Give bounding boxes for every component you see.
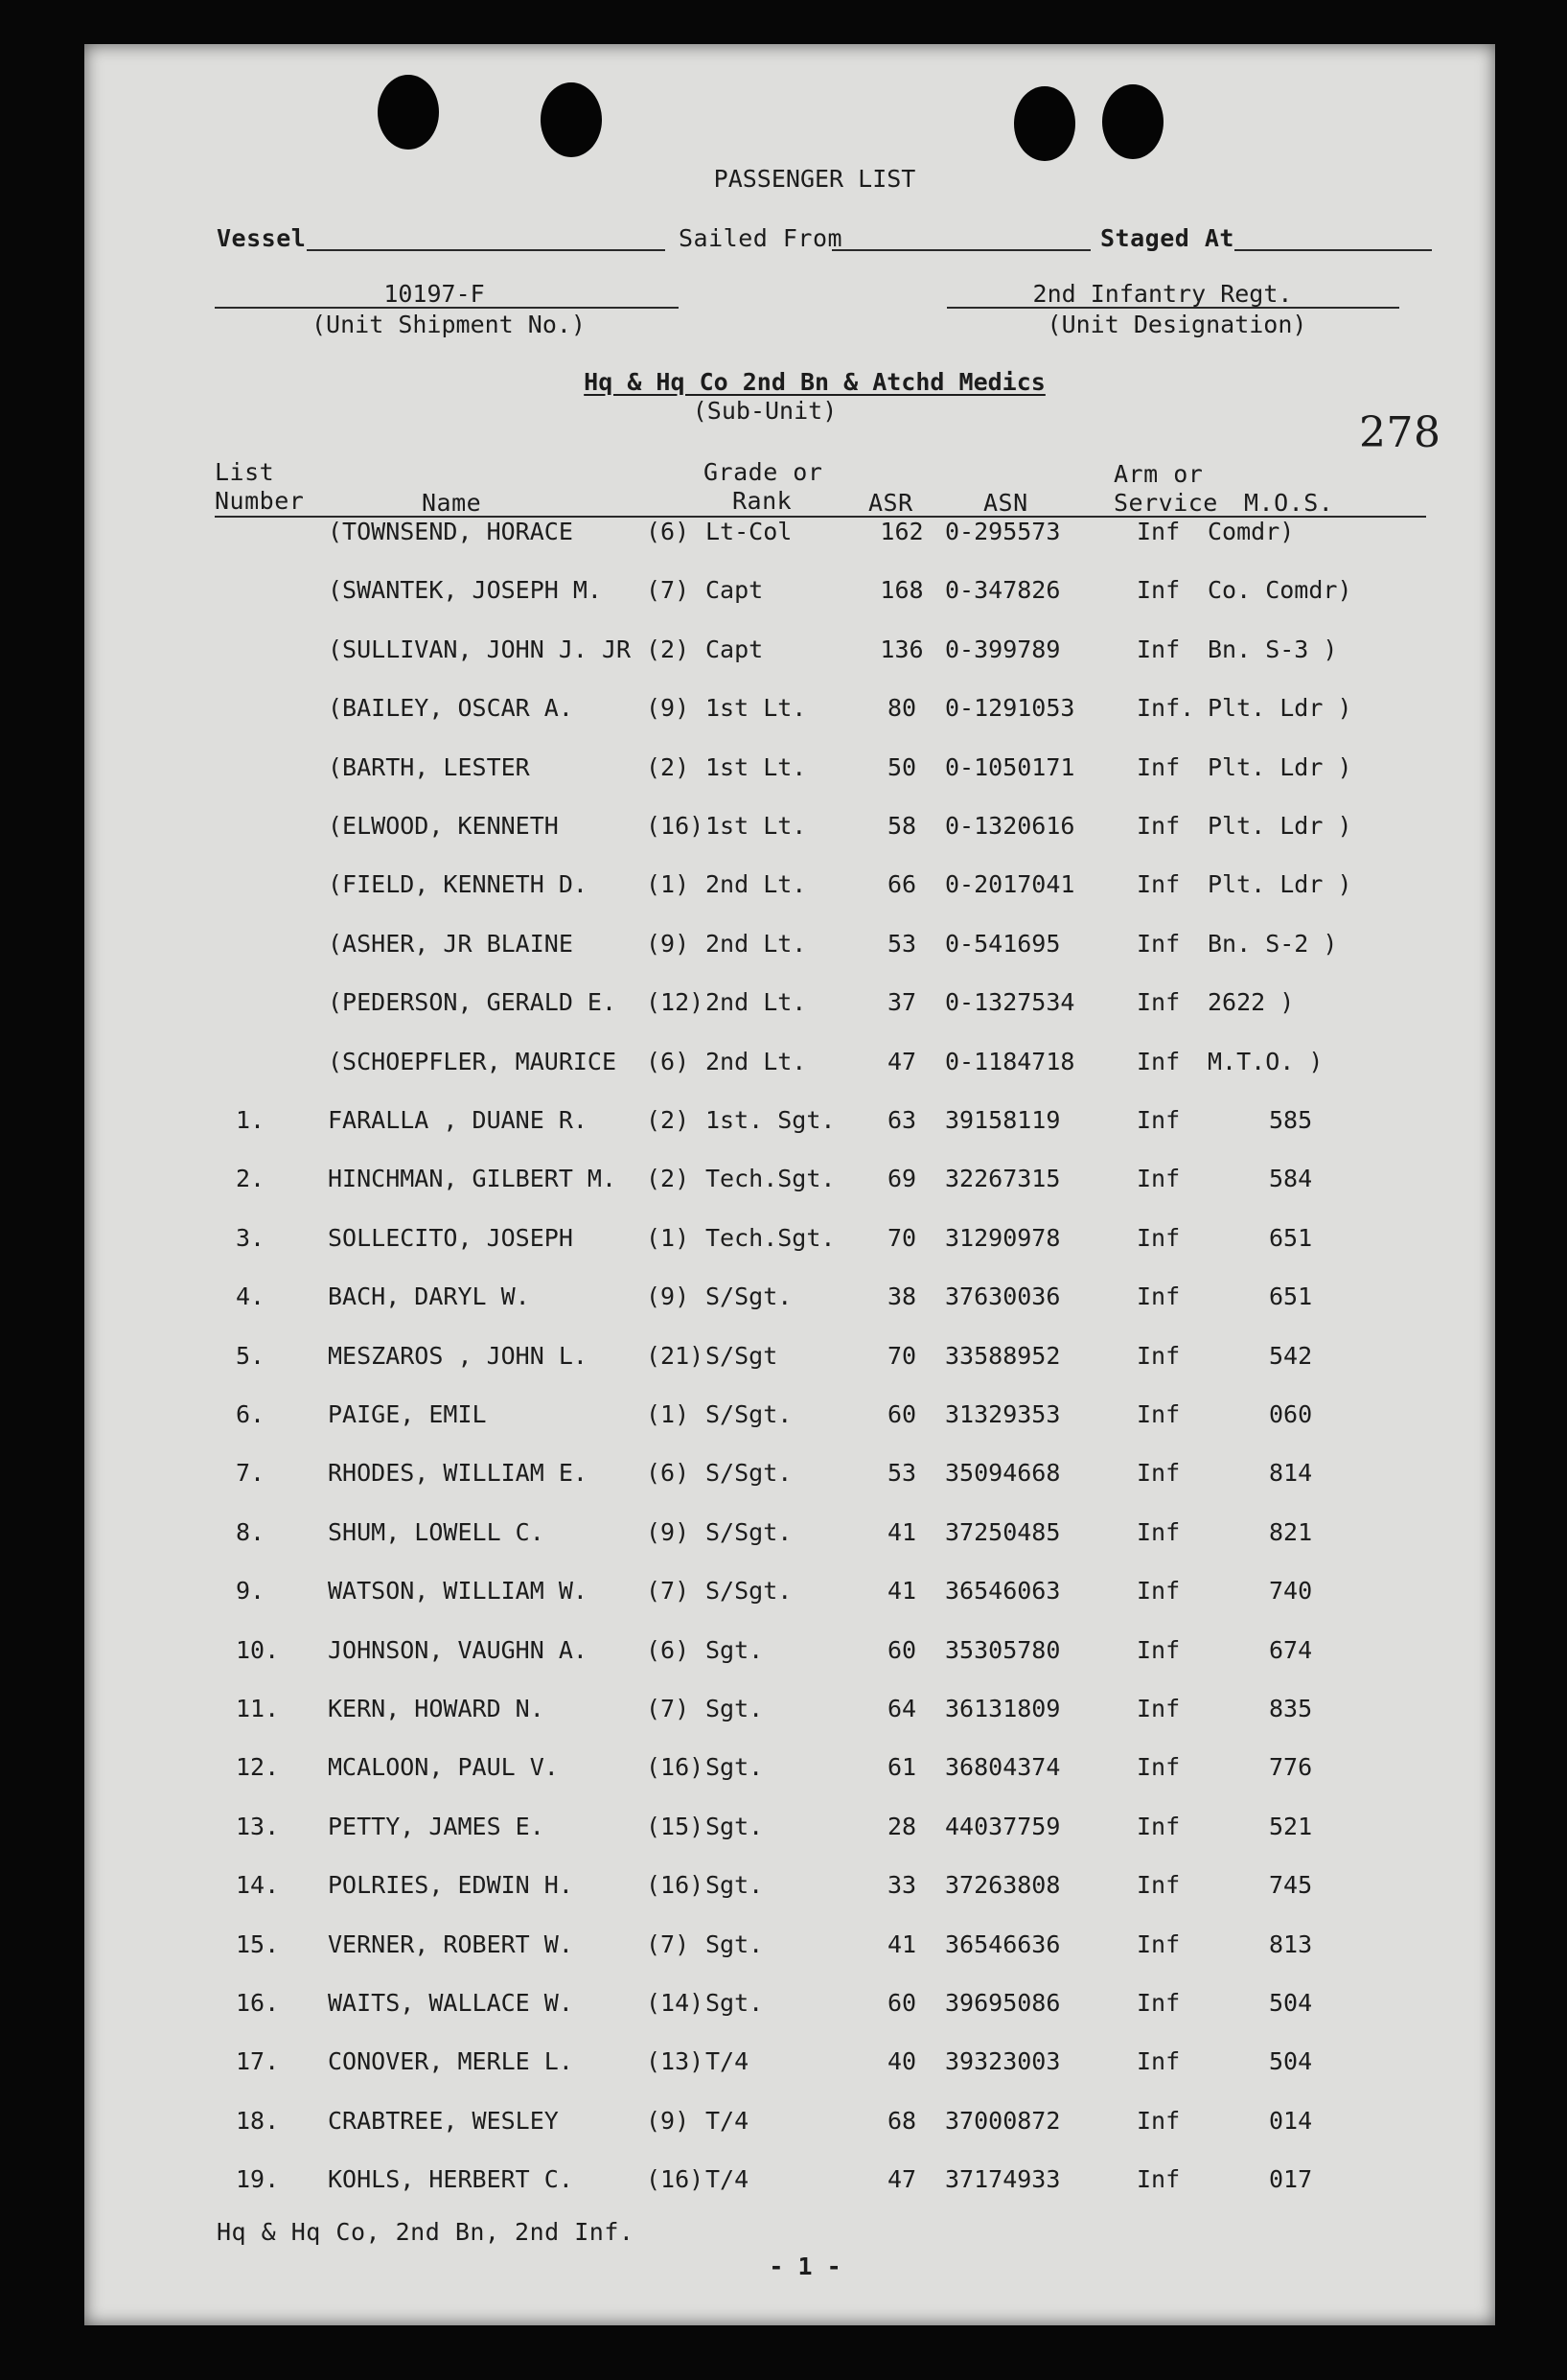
- document-page: [84, 44, 1495, 2325]
- asn-cell: 36131809: [945, 1695, 1061, 1722]
- arm-cell: Inf: [1137, 1517, 1181, 1546]
- name-cell: CRABTREE, WESLEY: [328, 2106, 559, 2135]
- grade-cell: S/Sgt: [705, 1341, 778, 1370]
- document-title: PASSENGER LIST: [713, 165, 916, 193]
- mos-cell: Plt. Ldr ): [1208, 870, 1352, 899]
- table-row: [84, 1753, 1495, 1791]
- grade-cell: T/4: [705, 2047, 749, 2076]
- mos-cell: Co. Comdr): [1208, 576, 1352, 605]
- col-name: Name: [422, 489, 482, 517]
- officer-row: [84, 694, 1495, 732]
- col-asr: ASR: [868, 489, 913, 517]
- officer-row: [84, 753, 1495, 792]
- grade-cell: S/Sgt.: [705, 1282, 793, 1311]
- name-cell: JOHNSON, VAUGHN A.: [328, 1635, 588, 1664]
- officer-row: [84, 870, 1495, 909]
- table-row: [84, 1636, 1495, 1675]
- count-cell: (2): [646, 1165, 690, 1193]
- asn-cell: 0-1320616: [945, 812, 1075, 840]
- count-cell: (6): [646, 1459, 690, 1488]
- asn-cell: 0-399789: [945, 635, 1061, 663]
- punch-hole: [541, 82, 602, 157]
- mos-cell: 060: [1269, 1400, 1313, 1428]
- mos-cell: 542: [1269, 1341, 1313, 1370]
- asr-cell: 53: [887, 929, 917, 958]
- mos-cell: 651: [1269, 1282, 1313, 1311]
- name-cell: (FIELD, KENNETH D.: [328, 870, 588, 899]
- table-row: [84, 1813, 1495, 1851]
- grade-cell: Sgt.: [705, 1695, 764, 1722]
- vessel-blank-2: [454, 249, 665, 251]
- mos-cell: Bn. S-2 ): [1208, 929, 1338, 958]
- count-cell: (15): [646, 1812, 704, 1840]
- asr-cell: 162: [880, 518, 924, 545]
- grade-cell: T/4: [705, 2165, 749, 2194]
- punch-hole: [1102, 84, 1164, 159]
- mos-cell: 504: [1269, 2047, 1313, 2076]
- asr-cell: 47: [887, 2165, 917, 2194]
- sailed-from-blank: [832, 249, 1091, 251]
- count-cell: (21): [646, 1341, 704, 1370]
- col-grade-1: Grade or: [703, 458, 823, 486]
- table-row: [84, 1106, 1495, 1144]
- arm-cell: Inf: [1137, 1871, 1181, 1900]
- asn-cell: 32267315: [945, 1165, 1061, 1193]
- asr-cell: 69: [887, 1165, 917, 1193]
- list-number-cell: 5.: [236, 1341, 265, 1370]
- grade-cell: Capt: [705, 635, 764, 663]
- name-cell: POLRIES, EDWIN H.: [328, 1871, 573, 1900]
- mos-cell: 813: [1269, 1929, 1313, 1958]
- name-cell: (SULLIVAN, JOHN J. JR: [328, 635, 632, 663]
- asn-cell: 0-541695: [945, 929, 1061, 958]
- table-row: [84, 1400, 1495, 1439]
- list-number-cell: 6.: [236, 1400, 265, 1428]
- name-cell: (SCHOEPFLER, MAURICE: [328, 1047, 617, 1075]
- asr-cell: 50: [887, 752, 917, 781]
- grade-cell: S/Sgt.: [705, 1459, 793, 1488]
- count-cell: (7): [646, 1577, 690, 1606]
- arm-cell: Inf: [1137, 1753, 1181, 1782]
- table-row: [84, 1930, 1495, 1969]
- staged-at-blank: [1234, 249, 1432, 251]
- asn-cell: 44037759: [945, 1812, 1061, 1840]
- name-cell: HINCHMAN, GILBERT M.: [328, 1165, 617, 1193]
- asr-cell: 136: [880, 635, 924, 663]
- grade-cell: S/Sgt.: [705, 1517, 793, 1546]
- count-cell: (9): [646, 2106, 690, 2135]
- name-cell: VERNER, ROBERT W.: [328, 1929, 573, 1958]
- mos-cell: 584: [1269, 1165, 1313, 1193]
- list-number-cell: 19.: [236, 2165, 280, 2194]
- asn-cell: 37630036: [945, 1282, 1061, 1311]
- punch-hole: [378, 75, 439, 150]
- arm-cell: Inf: [1137, 2047, 1181, 2076]
- grade-cell: Tech.Sgt.: [705, 1165, 836, 1193]
- name-cell: (SWANTEK, JOSEPH M.: [328, 576, 602, 605]
- name-cell: CONOVER, MERLE L.: [328, 2047, 573, 2076]
- col-arm-2: Service: [1114, 489, 1218, 517]
- asn-cell: 0-1327534: [945, 988, 1075, 1017]
- table-row: [84, 2047, 1495, 2086]
- count-cell: (1): [646, 1223, 690, 1252]
- list-number-cell: 16.: [236, 1989, 280, 2017]
- table-row: [84, 1518, 1495, 1557]
- list-number-cell: 3.: [236, 1223, 265, 1252]
- name-cell: SOLLECITO, JOSEPH: [328, 1223, 573, 1252]
- asn-cell: 35094668: [945, 1459, 1061, 1488]
- asr-cell: 64: [887, 1695, 917, 1722]
- grade-cell: Sgt.: [705, 1989, 764, 2017]
- officer-row: [84, 1048, 1495, 1086]
- mos-cell: 521: [1269, 1812, 1313, 1840]
- mos-cell: 776: [1269, 1753, 1313, 1782]
- name-cell: WATSON, WILLIAM W.: [328, 1577, 588, 1606]
- arm-cell: Inf: [1137, 870, 1181, 899]
- list-number-cell: 8.: [236, 1517, 265, 1546]
- mos-cell: 740: [1269, 1577, 1313, 1606]
- table-row: [84, 1342, 1495, 1380]
- arm-cell: Inf: [1137, 1695, 1181, 1722]
- count-cell: (6): [646, 518, 690, 545]
- arm-cell: Inf: [1137, 1341, 1181, 1370]
- name-cell: MCALOON, PAUL V.: [328, 1753, 559, 1782]
- mos-cell: M.T.O. ): [1208, 1047, 1324, 1075]
- punch-hole: [1014, 86, 1075, 161]
- grade-cell: S/Sgt.: [705, 1400, 793, 1428]
- table-row: [84, 1989, 1495, 2027]
- mos-cell: Plt. Ldr ): [1208, 752, 1352, 781]
- asr-cell: 28: [887, 1812, 917, 1840]
- officer-row: [84, 930, 1495, 968]
- arm-cell: Inf: [1137, 2106, 1181, 2135]
- arm-cell: Inf: [1137, 1223, 1181, 1252]
- list-number-cell: 11.: [236, 1695, 280, 1722]
- asr-cell: 60: [887, 1400, 917, 1428]
- list-number-cell: 7.: [236, 1459, 265, 1488]
- asr-cell: 41: [887, 1577, 917, 1606]
- arm-cell: Inf: [1137, 1812, 1181, 1840]
- grade-cell: 2nd Lt.: [705, 870, 807, 899]
- arm-cell: Inf: [1137, 1047, 1181, 1075]
- col-arm-1: Arm or: [1114, 460, 1204, 488]
- grade-cell: 1st Lt.: [705, 694, 807, 723]
- grade-cell: S/Sgt.: [705, 1577, 793, 1606]
- unit-shipment-line: [215, 307, 679, 309]
- asn-cell: 0-1291053: [945, 694, 1075, 723]
- mos-cell: 674: [1269, 1635, 1313, 1664]
- asr-cell: 60: [887, 1989, 917, 2017]
- asr-cell: 41: [887, 1517, 917, 1546]
- grade-cell: 1st. Sgt.: [705, 1106, 836, 1134]
- mos-cell: 585: [1269, 1106, 1313, 1134]
- count-cell: (9): [646, 1282, 690, 1311]
- name-cell: (TOWNSEND, HORACE: [328, 518, 573, 545]
- count-cell: (16): [646, 812, 704, 840]
- arm-cell: Inf: [1137, 812, 1181, 840]
- grade-cell: Lt-Col: [705, 518, 793, 545]
- grade-cell: Sgt.: [705, 1635, 764, 1664]
- asn-cell: 0-347826: [945, 576, 1061, 605]
- officer-row: [84, 988, 1495, 1027]
- name-cell: RHODES, WILLIAM E.: [328, 1459, 588, 1488]
- sub-unit: Hq & Hq Co 2nd Bn & Atchd Medics: [584, 368, 1046, 396]
- count-cell: (9): [646, 929, 690, 958]
- mos-cell: Bn. S-3 ): [1208, 635, 1338, 663]
- arm-cell: Inf: [1137, 1577, 1181, 1606]
- name-cell: (BARTH, LESTER: [328, 752, 530, 781]
- sailed-from-label: Sailed From: [679, 224, 843, 252]
- table-row: [84, 1224, 1495, 1262]
- grade-cell: 2nd Lt.: [705, 1047, 807, 1075]
- arm-cell: Inf: [1137, 929, 1181, 958]
- asr-cell: 70: [887, 1341, 917, 1370]
- asr-cell: 80: [887, 694, 917, 723]
- count-cell: (1): [646, 1400, 690, 1428]
- asn-cell: 39323003: [945, 2047, 1061, 2076]
- count-cell: (2): [646, 752, 690, 781]
- table-row: [84, 1871, 1495, 1909]
- asn-cell: 37263808: [945, 1871, 1061, 1900]
- arm-cell: Inf: [1137, 1106, 1181, 1134]
- name-cell: KOHLS, HERBERT C.: [328, 2165, 573, 2194]
- arm-cell: Inf: [1137, 635, 1181, 663]
- col-list-number-2: Number: [215, 487, 305, 515]
- unit-designation-caption: (Unit Designation): [1047, 311, 1307, 338]
- name-cell: MESZAROS , JOHN L.: [328, 1341, 588, 1370]
- grade-cell: Sgt.: [705, 1929, 764, 1958]
- unit-designation-line: [947, 307, 1399, 309]
- count-cell: (6): [646, 1047, 690, 1075]
- mos-cell: 014: [1269, 2106, 1313, 2135]
- asn-cell: 31290978: [945, 1223, 1061, 1252]
- arm-cell: Inf: [1137, 518, 1181, 545]
- unit-designation: 2nd Infantry Regt.: [1032, 280, 1293, 308]
- list-number-cell: 14.: [236, 1871, 280, 1900]
- mos-cell: 2622 ): [1208, 988, 1295, 1017]
- table-row: [84, 1165, 1495, 1203]
- count-cell: (9): [646, 1517, 690, 1546]
- count-cell: (13): [646, 2047, 704, 2076]
- name-cell: (ASHER, JR BLAINE: [328, 929, 573, 958]
- arm-cell: Inf: [1137, 1459, 1181, 1488]
- name-cell: (BAILEY, OSCAR A.: [328, 694, 573, 723]
- count-cell: (2): [646, 635, 690, 663]
- vessel-label: Vessel: [217, 224, 307, 252]
- asn-cell: 31329353: [945, 1400, 1061, 1428]
- name-cell: PETTY, JAMES E.: [328, 1812, 544, 1840]
- asn-cell: 36546636: [945, 1929, 1061, 1958]
- mos-cell: Plt. Ldr ): [1208, 812, 1352, 840]
- arm-cell: Inf: [1137, 988, 1181, 1017]
- list-number-cell: 13.: [236, 1812, 280, 1840]
- grade-cell: 2nd Lt.: [705, 929, 807, 958]
- grade-cell: Capt: [705, 576, 764, 605]
- list-number-cell: 10.: [236, 1635, 280, 1664]
- mos-cell: 651: [1269, 1223, 1313, 1252]
- asr-cell: 58: [887, 812, 917, 840]
- name-cell: FARALLA , DUANE R.: [328, 1106, 588, 1134]
- grade-cell: 1st Lt.: [705, 812, 807, 840]
- mos-cell: 821: [1269, 1517, 1313, 1546]
- asn-cell: 36804374: [945, 1753, 1061, 1782]
- count-cell: (16): [646, 2165, 704, 2194]
- grade-cell: Tech.Sgt.: [705, 1223, 836, 1252]
- name-cell: SHUM, LOWELL C.: [328, 1517, 544, 1546]
- mos-cell: 814: [1269, 1459, 1313, 1488]
- list-number-cell: 15.: [236, 1929, 280, 1958]
- list-number-cell: 9.: [236, 1577, 265, 1606]
- officer-row: [84, 576, 1495, 614]
- asr-cell: 66: [887, 870, 917, 899]
- count-cell: (1): [646, 870, 690, 899]
- arm-cell: Inf: [1137, 1165, 1181, 1193]
- mos-cell: 745: [1269, 1871, 1313, 1900]
- asr-cell: 68: [887, 2106, 917, 2135]
- count-cell: (2): [646, 1106, 690, 1134]
- col-asn: ASN: [983, 489, 1028, 517]
- asn-cell: 37174933: [945, 2165, 1061, 2194]
- table-row: [84, 1282, 1495, 1321]
- arm-cell: Inf: [1137, 576, 1181, 605]
- col-mos: M.O.S.: [1244, 489, 1334, 517]
- asr-cell: 47: [887, 1047, 917, 1075]
- table-row: [84, 1577, 1495, 1615]
- asn-cell: 0-1050171: [945, 752, 1075, 781]
- asn-cell: 0-295573: [945, 518, 1061, 545]
- count-cell: (14): [646, 1989, 704, 2017]
- mos-cell: Comdr): [1208, 518, 1295, 545]
- unit-shipment-no: 10197-F: [383, 280, 485, 308]
- col-grade-2: Rank: [732, 487, 793, 515]
- table-row: [84, 2165, 1495, 2204]
- officer-row: [84, 518, 1495, 556]
- grade-cell: Sgt.: [705, 1871, 764, 1900]
- staged-at-label: Staged At: [1100, 224, 1234, 252]
- asr-cell: 63: [887, 1106, 917, 1134]
- arm-cell: Inf: [1137, 752, 1181, 781]
- page-stamp: 278: [1359, 408, 1441, 457]
- list-number-cell: 1.: [236, 1106, 265, 1134]
- arm-cell: Inf: [1137, 2165, 1181, 2194]
- asr-cell: 60: [887, 1635, 917, 1664]
- arm-cell: Inf: [1137, 1929, 1181, 1958]
- arm-cell: Inf.: [1137, 694, 1195, 723]
- asr-cell: 53: [887, 1459, 917, 1488]
- name-cell: KERN, HOWARD N.: [328, 1695, 544, 1722]
- mos-cell: 017: [1269, 2165, 1313, 2194]
- count-cell: (7): [646, 1695, 690, 1722]
- name-cell: (PEDERSON, GERALD E.: [328, 988, 617, 1017]
- grade-cell: 1st Lt.: [705, 752, 807, 781]
- arm-cell: Inf: [1137, 1635, 1181, 1664]
- asr-cell: 168: [880, 576, 924, 605]
- count-cell: (7): [646, 1929, 690, 1958]
- asr-cell: 37: [887, 988, 917, 1017]
- list-number-cell: 18.: [236, 2106, 280, 2135]
- mos-cell: 504: [1269, 1989, 1313, 2017]
- footer-unit: Hq & Hq Co, 2nd Bn, 2nd Inf.: [217, 2218, 634, 2246]
- count-cell: (7): [646, 576, 690, 605]
- list-number-cell: 17.: [236, 2047, 280, 2076]
- asr-cell: 41: [887, 1929, 917, 1958]
- count-cell: (6): [646, 1635, 690, 1664]
- count-cell: (9): [646, 694, 690, 723]
- list-number-cell: 12.: [236, 1753, 280, 1782]
- asr-cell: 70: [887, 1223, 917, 1252]
- name-cell: BACH, DARYL W.: [328, 1282, 530, 1311]
- count-cell: (16): [646, 1753, 704, 1782]
- officer-row: [84, 812, 1495, 850]
- arm-cell: Inf: [1137, 1400, 1181, 1428]
- asr-cell: 61: [887, 1753, 917, 1782]
- grade-cell: 2nd Lt.: [705, 988, 807, 1017]
- arm-cell: Inf: [1137, 1282, 1181, 1311]
- list-number-cell: 4.: [236, 1282, 265, 1311]
- asn-cell: 37250485: [945, 1517, 1061, 1546]
- table-row: [84, 1695, 1495, 1733]
- mos-cell: Plt. Ldr ): [1208, 694, 1352, 723]
- asn-cell: 0-1184718: [945, 1047, 1075, 1075]
- officer-row: [84, 635, 1495, 674]
- grade-cell: Sgt.: [705, 1753, 764, 1782]
- count-cell: (12): [646, 988, 704, 1017]
- col-list-number-1: List: [215, 458, 275, 486]
- name-cell: WAITS, WALLACE W.: [328, 1989, 573, 2017]
- asn-cell: 39158119: [945, 1106, 1061, 1134]
- list-number-cell: 2.: [236, 1165, 265, 1193]
- asn-cell: 39695086: [945, 1989, 1061, 2017]
- asr-cell: 40: [887, 2047, 917, 2076]
- mos-cell: 835: [1269, 1695, 1313, 1722]
- name-cell: PAIGE, EMIL: [328, 1400, 487, 1428]
- grade-cell: T/4: [705, 2106, 749, 2135]
- unit-shipment-caption: (Unit Shipment No.): [311, 311, 586, 338]
- sub-unit-caption: (Sub-Unit): [692, 397, 838, 425]
- arm-cell: Inf: [1137, 1989, 1181, 2017]
- footer-page-number: - 1 -: [769, 2253, 841, 2280]
- asn-cell: 37000872: [945, 2106, 1061, 2135]
- grade-cell: Sgt.: [705, 1812, 764, 1840]
- asr-cell: 33: [887, 1871, 917, 1900]
- asn-cell: 35305780: [945, 1635, 1061, 1664]
- table-row: [84, 2107, 1495, 2145]
- asn-cell: 0-2017041: [945, 870, 1075, 899]
- asn-cell: 36546063: [945, 1577, 1061, 1606]
- name-cell: (ELWOOD, KENNETH: [328, 812, 559, 840]
- count-cell: (16): [646, 1871, 704, 1900]
- asr-cell: 38: [887, 1282, 917, 1311]
- asn-cell: 33588952: [945, 1341, 1061, 1370]
- table-row: [84, 1459, 1495, 1497]
